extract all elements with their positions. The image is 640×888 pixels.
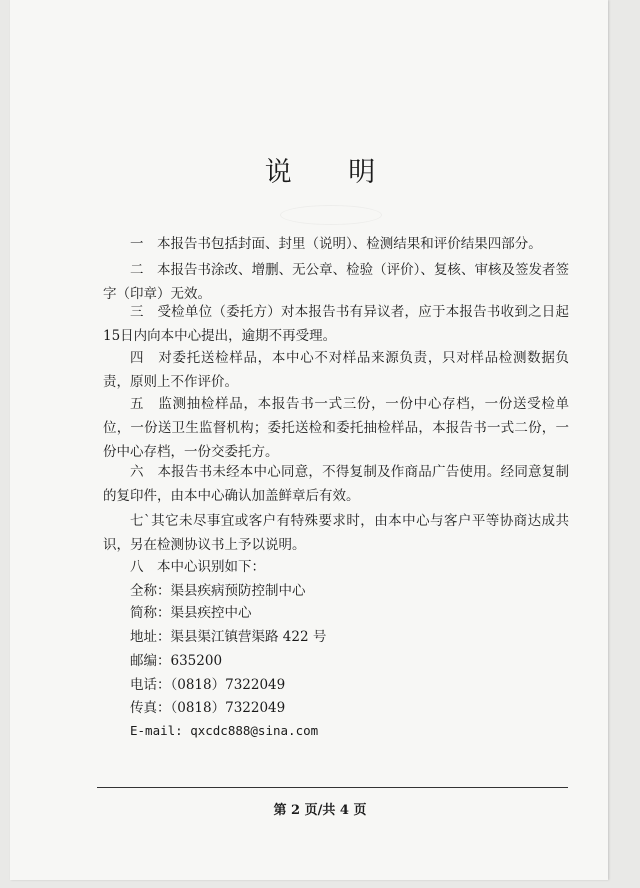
center-postcode: 邮编：635200 [130,653,223,669]
paragraph-2: 二 本报告书涂改、增删、无公章、检验（评价）、复核、审核及签发者签字（印章）无效。 [103,262,569,302]
paragraph-1: 一 本报告书包括封面、封里（说明）、检测结果和评价结果四部分。 [130,236,542,252]
paragraph-3: 三 受检单位（委托方）对本报告书有异议者，应于本报告书收到之日起15日内向本中心提出，逾期不再受理。 [103,304,569,344]
center-email: E-mail: qxcdc888@sina.com [130,723,319,738]
center-phone: 电话：（0818）7322049 [130,677,286,693]
faint-stamp-mark [280,205,382,225]
paragraph-4: 四 对委托送检样品，本中心不对样品来源负责，只对样品检测数据负责，原则上不作评价。 [103,350,569,390]
page-number: 第 2 页/共 4 页 [273,803,367,818]
paragraph-8: 八 本中心识别如下： [130,559,265,575]
center-fax: 传真：（0818）7322049 [130,700,286,716]
center-address: 地址：渠县渠江镇营渠路 422 号 [130,629,327,645]
center-shortname: 简称：渠县疾控中心 [130,605,252,621]
paragraph-7: 七`其它未尽事宜或客户有特殊要求时，由本中心与客户平等协商达成共识，另在检测协议书上予以说明。 [103,513,569,553]
page-title: 说 明 [264,157,400,188]
paragraph-6: 六 本报告书未经本中心同意，不得复制及作商品广告使用。经同意复制的复印件，由本中心确认加盖鲜章后有效。 [103,464,569,504]
paragraph-5: 五 监测抽检样品，本报告书一式三份，一份中心存档，一份送受检单位，一份送卫生监督机构；委托送检和委托抽检样品，本报告书一式二份，一份中心存档，一份交委托方。 [103,396,569,460]
footer-divider [97,787,568,788]
center-fullname: 全称：渠县疾病预防控制中心 [130,583,306,599]
